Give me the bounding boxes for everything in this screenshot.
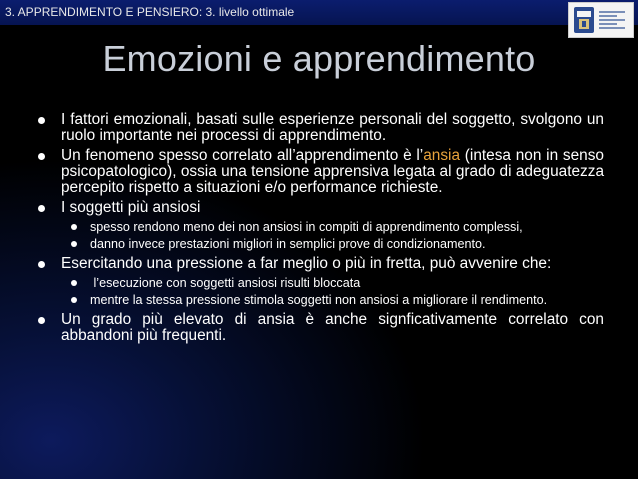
highlight-term: ansia — [423, 147, 461, 164]
bullet-item — [30, 200, 604, 216]
section-header-text: 3. APPRENDIMENTO E PENSIERO: 3. livello ottimale — [5, 5, 295, 19]
sub-bullet-text: mentre la stessa pressione stimola soggetti non ansiosi a migliorare il rendimento. — [90, 293, 548, 307]
sub-bullet-text: danno invece prestazioni migliori in semplici prove di condizionamento. — [90, 237, 486, 251]
sub-bullet-dot-icon — [71, 297, 77, 303]
bullet-text: I fattori emozionali, basati sulle esperienze personali del soggetto, svolgono un ruolo importante nei processi di apprendimento. — [61, 111, 604, 144]
sub-bullet-item — [30, 276, 604, 291]
sub-bullet-text: spesso rendono meno dei non ansiosi in compiti di apprendimento complessi, — [90, 220, 523, 234]
slide-title: Emozioni e apprendimento — [102, 38, 536, 79]
bullet-dot-icon — [38, 205, 45, 212]
bullet-text: I soggetti più ansiosi — [61, 199, 201, 216]
bullet-text: Esercitando una pressione a far meglio o più in fretta, può avvenire che: — [61, 255, 552, 272]
sub-bullet-item — [30, 293, 604, 308]
sub-bullet-dot-icon — [71, 224, 77, 230]
bullet-item — [30, 112, 604, 144]
bullet-item — [30, 148, 604, 196]
bullet-dot-icon — [38, 117, 45, 124]
university-seal-icon — [573, 6, 595, 34]
university-logo — [568, 2, 634, 38]
sub-bullet-dot-icon — [71, 280, 77, 286]
bullet-dot-icon — [38, 317, 45, 324]
bullet-item — [30, 312, 604, 344]
sub-bullet-dot-icon — [71, 241, 77, 247]
bullet-item — [30, 256, 604, 272]
bullet-list — [30, 112, 604, 348]
bullet-dot-icon — [38, 153, 45, 160]
sub-bullet-item — [30, 220, 604, 235]
bullet-text: Un grado più elevato di ansia è anche signficativamente correlato con abbandoni più frequenti. — [61, 311, 604, 344]
bullet-text-before: Un fenomeno spesso correlato all’apprendimento è l’ — [61, 147, 424, 164]
university-name-graphic — [599, 11, 625, 29]
section-header-bar — [0, 0, 638, 25]
sub-bullet-text: l’esecuzione con soggetti ansiosi risulti bloccata — [90, 276, 361, 290]
bullet-text-after: (intesa non in senso psicopatologico), ossia una tensione apprensiva legata al grado di adeguatezza percepito rispetto a situazioni e/o performance richieste. — [61, 147, 604, 196]
sub-bullet-item — [30, 237, 604, 252]
bullet-dot-icon — [38, 261, 45, 268]
